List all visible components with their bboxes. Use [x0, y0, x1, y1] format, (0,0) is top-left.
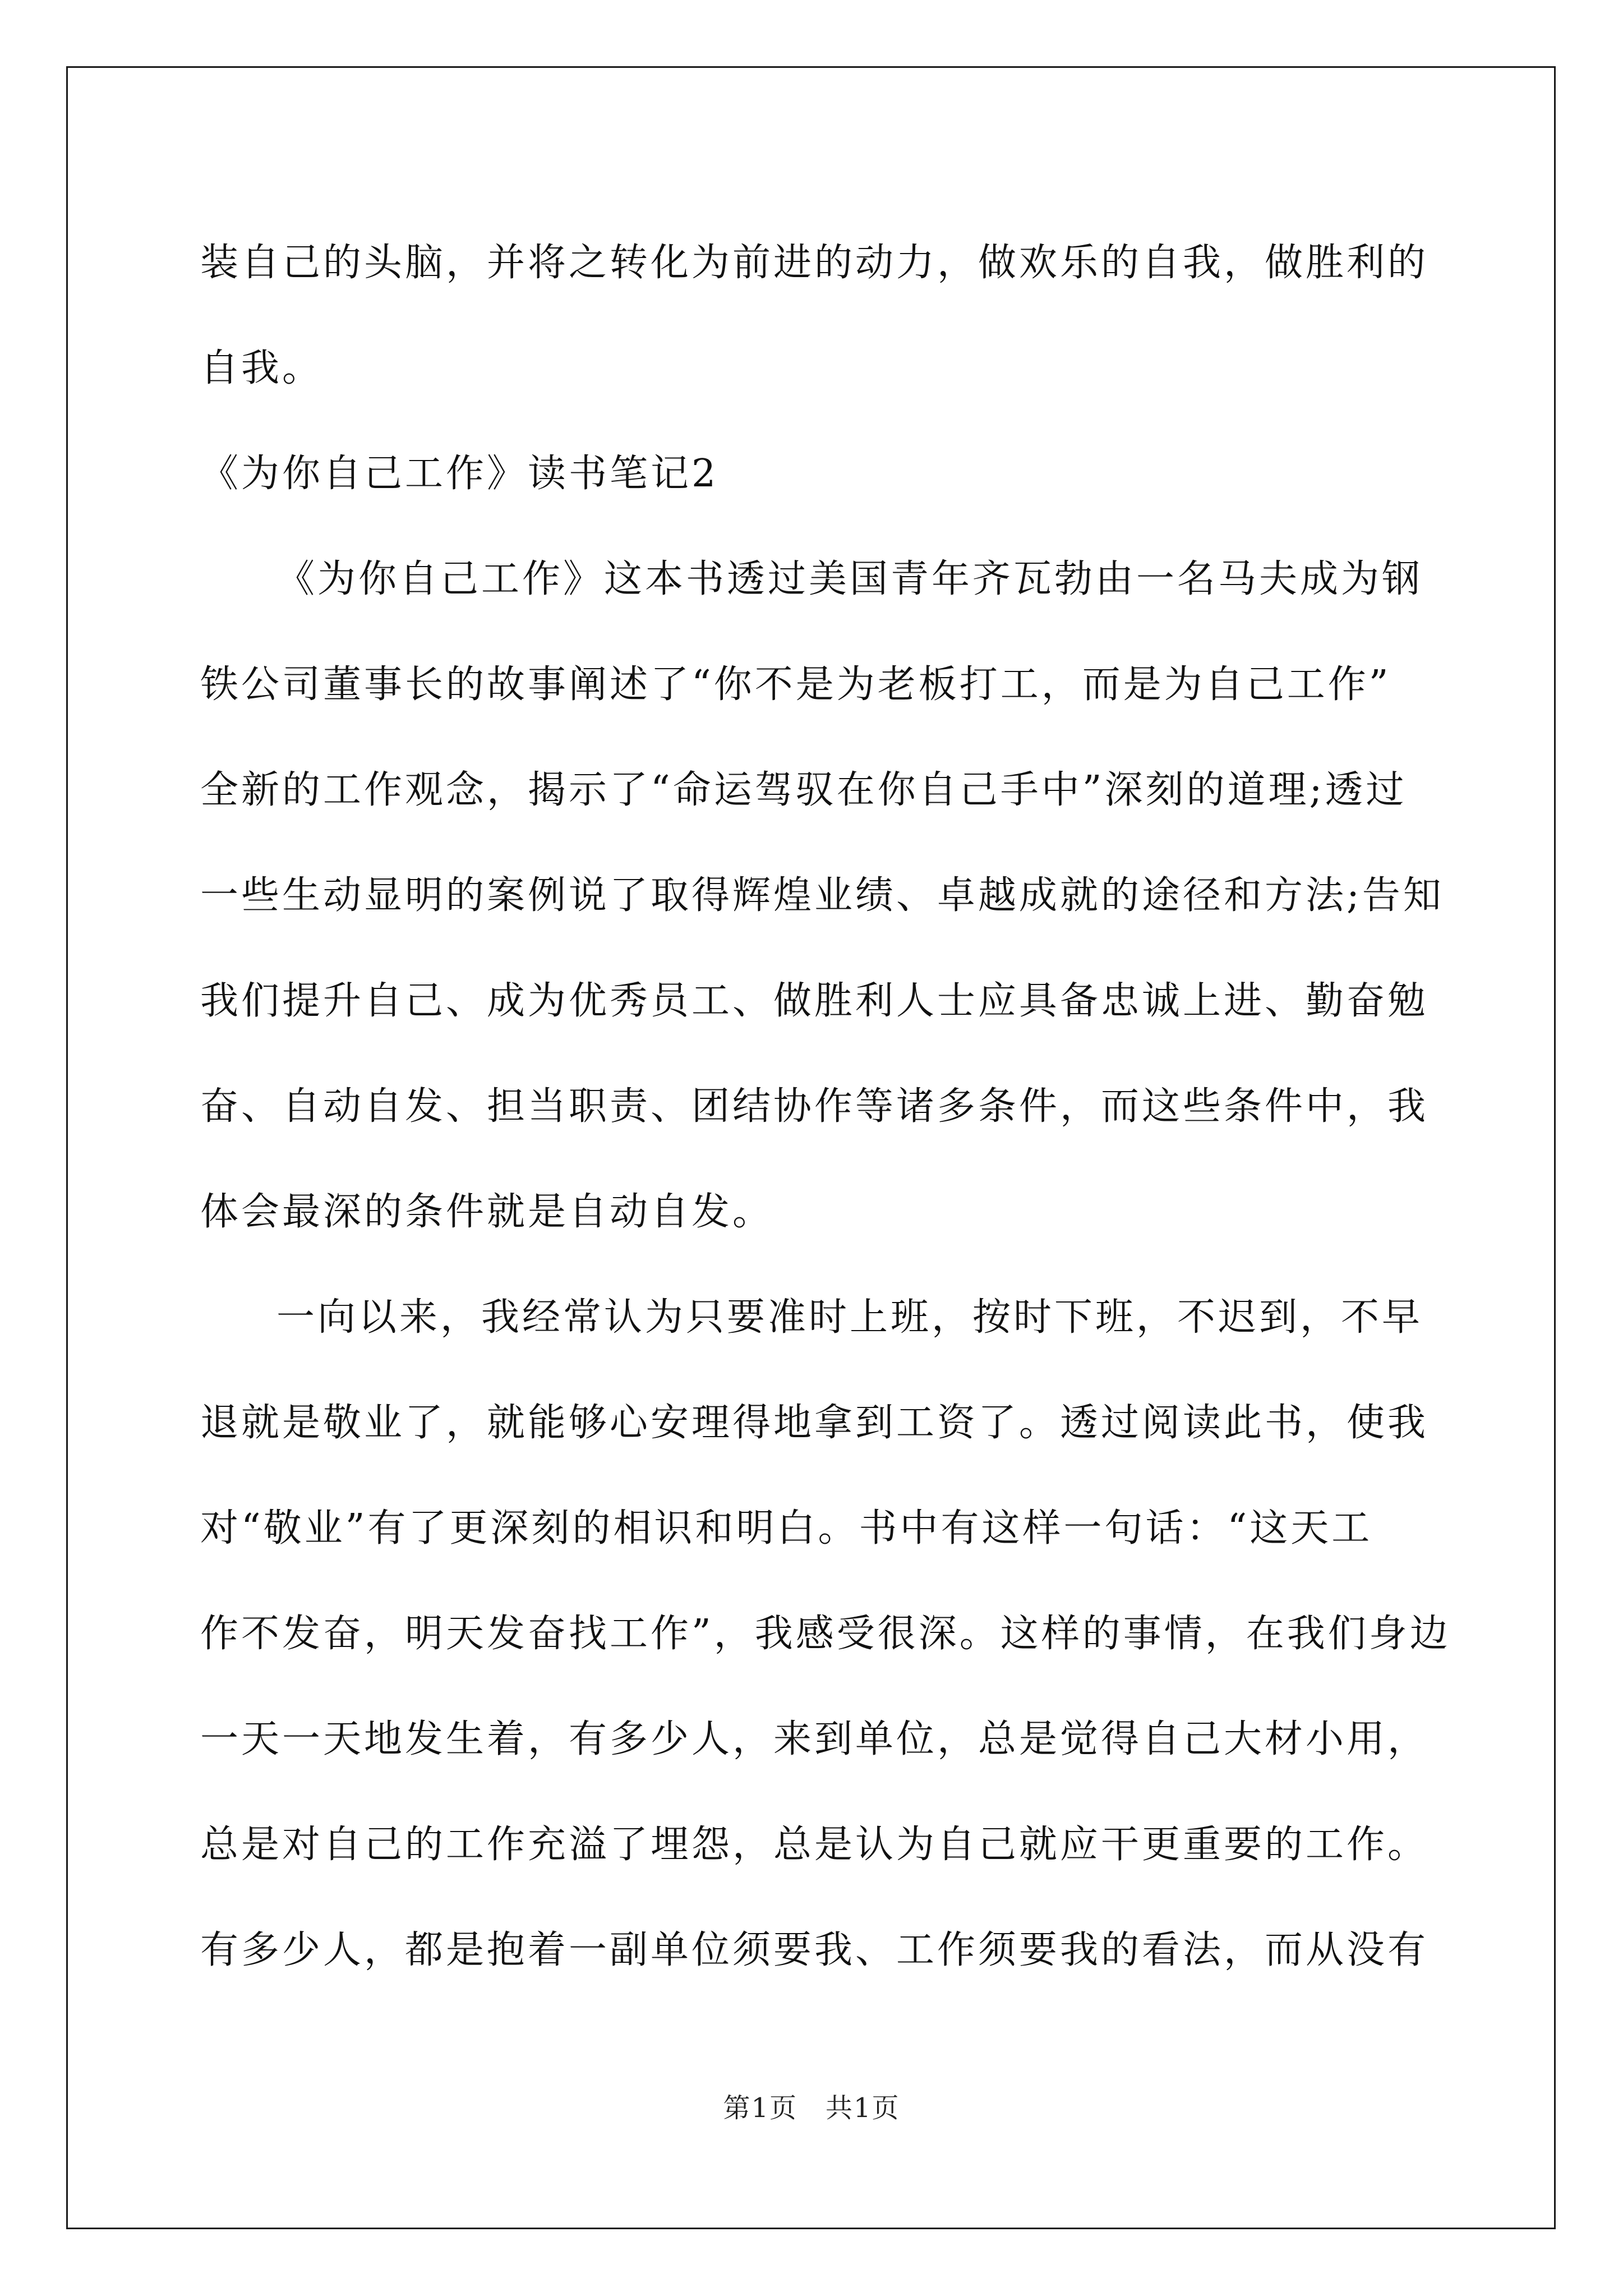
text-line-9: 奋、自动自发、担当职责、团结协作等诸多条件，而这些条件中，我 [200, 1084, 1429, 1129]
text-line-12: 退就是敬业了，就能够心安理得地拿到工资了。透过阅读此书，使我 [200, 1401, 1429, 1445]
text-line-4: 《为你自己工作》这本书透过美国青年齐瓦勃由一名马夫成为钢 [276, 557, 1423, 601]
text-line-1: 装自己的头脑，并将之转化为前进的动力，做欢乐的自我，做胜利的 [200, 241, 1429, 285]
text-line-5: 铁公司董事长的故事阐述了“你不是为老板打工，而是为自己工作” [200, 662, 1391, 707]
section-heading: 《为你自己工作》读书笔记2 [200, 452, 719, 496]
text-line-10: 体会最深的条件就是自动自发。 [200, 1190, 774, 1234]
text-line-11: 一向以来，我经常认为只要准时上班，按时下班，不迟到，不早 [276, 1295, 1423, 1340]
page-number-current: 第1页 [723, 2092, 797, 2124]
text-line-8: 我们提升自己、成为优秀员工、做胜利人士应具备忠诚上进、勤奋勉 [200, 979, 1429, 1023]
text-line-6: 全新的工作观念，揭示了“命运驾驭在你自己手中”深刻的道理;透过 [200, 768, 1407, 812]
document-body [200, 210, 1451, 2003]
page-number-total: 共1页 [826, 2092, 900, 2124]
text-line-15: 一天一天地发生着，有多少人，来到单位，总是觉得自己大材小用， [200, 1717, 1429, 1761]
page-footer [0, 2086, 1623, 2125]
text-line-7: 一些生动显明的案例说了取得辉煌业绩、卓越成就的途径和方法;告知 [200, 873, 1444, 918]
text-line-13: 对“敬业”有了更深刻的相识和明白。书中有这样一句话：“这天工 [200, 1506, 1373, 1550]
text-line-2: 自我。 [200, 346, 324, 390]
text-line-14: 作不发奋，明天发奋找工作”，我感受很深。这样的事情，在我们身边 [200, 1612, 1451, 1656]
text-line-17: 有多少人，都是抱着一副单位须要我、工作须要我的看法，而从没有 [200, 1928, 1429, 1972]
text-line-16: 总是对自己的工作充溢了埋怨，总是认为自己就应干更重要的工作。 [200, 1823, 1429, 1867]
